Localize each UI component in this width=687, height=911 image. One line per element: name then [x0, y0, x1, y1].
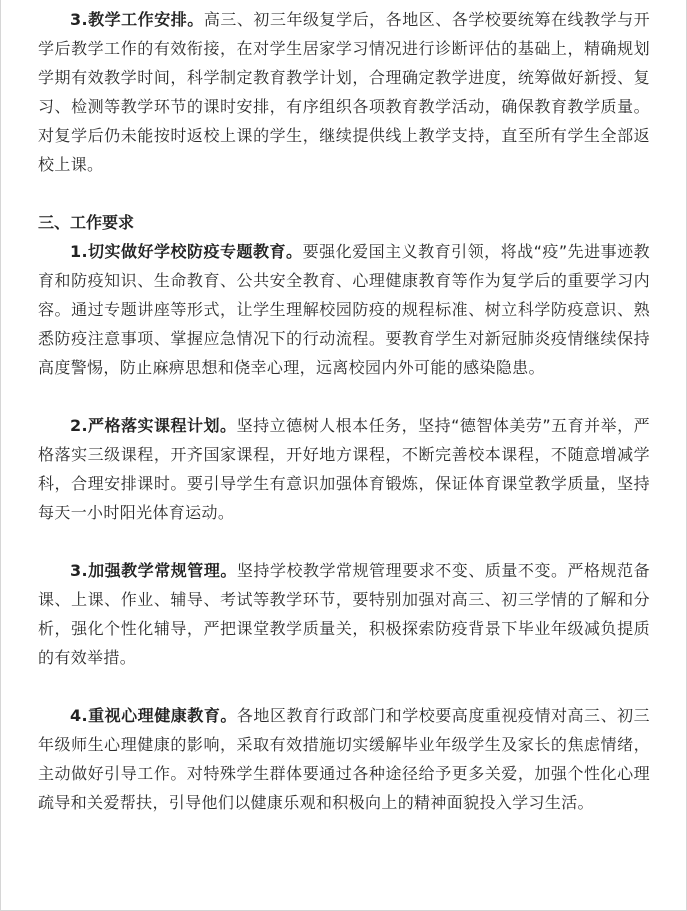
document-body	[38, 5, 650, 817]
paragraph-teaching-arrangement	[38, 5, 650, 179]
requirement-text: 各地区教育行政部门和学校要高度重视疫情对高三、初三年级师生心理健康的影响，采取有效措施切实缓解毕业年级学生及家长的焦虑情绪，主动做好引导工作。对特殊学生群体要通过各种途径给予更多关爱，加强个性化心理疏导和关爱帮扶，引导他们以健康乐观和积极向上的精神面貌投入学习生活。	[38, 706, 650, 812]
spacer	[38, 672, 650, 701]
requirement-item-3	[38, 556, 650, 672]
spacer	[38, 527, 650, 556]
section-heading: 三、工作要求	[38, 213, 135, 232]
requirement-lead: 3.加强教学常规管理。	[70, 561, 237, 580]
requirement-item-2	[38, 411, 650, 527]
paragraph-text: 高三、初三年级复学后，各地区、各学校要统筹在线教学与开学后教学工作的有效衔接，在对学生居家学习情况进行诊断评估的基础上，精确规划学期有效教学时间，科学制定教育教学计划，合理确定教学进度，统筹做好新授、复习、检测等教学环节的课时安排，有序组织各项教育教学活动，确保教育教学质量。对复学后仍未能按时返校上课的学生，继续提供线上教学支持，直至所有学生全部返校上课。	[38, 10, 650, 174]
requirement-item-1	[38, 237, 650, 382]
requirement-lead: 4.重视心理健康教育。	[70, 706, 237, 725]
requirement-lead: 1.切实做好学校防疫专题教育。	[70, 242, 303, 261]
requirement-text: 坚持立德树人根本任务，坚持“德智体美劳”五育并举，严格落实三级课程，开齐国家课程，开好地方课程，不断完善校本课程，不随意增减学科，合理安排课时。要引导学生有意识加强体育锻炼，保证体育课堂教学质量，坚持每天一小时阳光体育运动。	[38, 416, 650, 522]
paragraph-lead: 3.教学工作安排。	[70, 10, 204, 29]
requirement-lead: 2.严格落实课程计划。	[70, 416, 237, 435]
requirement-text: 坚持学校教学常规管理要求不变、质量不变。严格规范备课、上课、作业、辅导、考试等教学环节，要特别加强对高三、初三学情的了解和分析，强化个性化辅导，严把课堂教学质量关，积极探索防疫背景下毕业年级减负提质的有效举措。	[38, 561, 650, 667]
requirement-item-4	[38, 701, 650, 817]
requirement-text: 要强化爱国主义教育引领，将战“疫”先进事迹教育和防疫知识、生命教育、公共安全教育、心理健康教育等作为复学后的重要学习内容。通过专题讲座等形式，让学生理解校园防疫的规程标准、树立科学防疫意识、熟悉防疫注意事项、掌握应急情况下的行动流程。要教育学生对新冠肺炎疫情继续保持高度警惕，防止麻痹思想和侥幸心理，远离校园内外可能的感染隐患。	[38, 242, 650, 377]
spacer	[38, 382, 650, 411]
spacer	[38, 179, 650, 208]
